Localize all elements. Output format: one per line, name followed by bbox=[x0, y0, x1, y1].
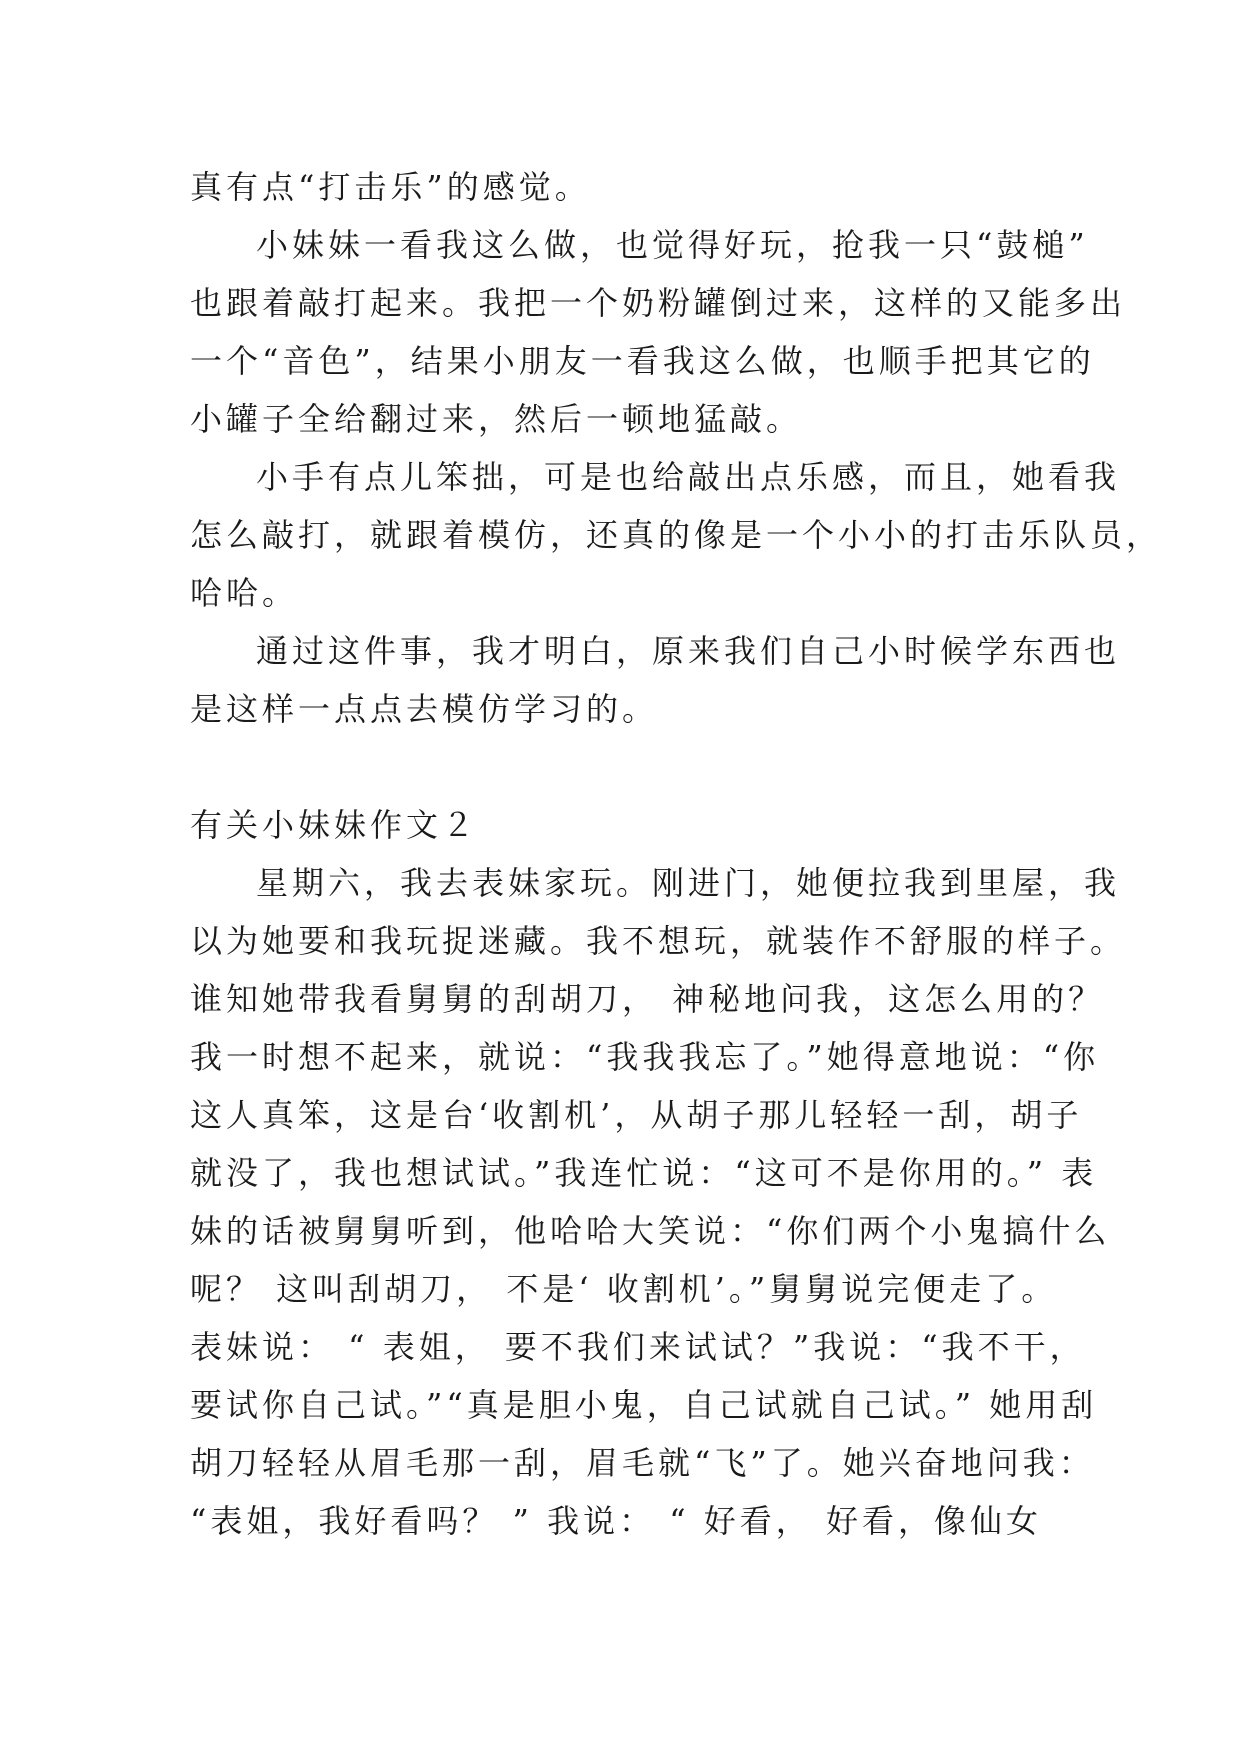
paragraph-line: 真有点“打击乐”的感觉。 bbox=[190, 168, 591, 206]
paragraph-line: 呢？ 这叫刮胡刀， 不是‘ 收割机’。”舅舅说完便走了。 bbox=[190, 1270, 1058, 1308]
paragraph-line: 通过这件事，我才明白，原来我们自己小时候学东西也 bbox=[256, 632, 1121, 670]
paragraph-line: 就没了，我也想试试。”我连忙说：“这可不是你用的。” 表 bbox=[190, 1154, 1098, 1192]
paragraph-line: 谁知她带我看舅舅的刮胡刀， 神秘地问我，这怎么用的？ bbox=[190, 980, 1105, 1018]
paragraph-line: 以为她要和我玩捉迷藏。我不想玩，就装作不舒服的样子。 bbox=[190, 922, 1127, 960]
paragraph-line: 要试你自己试。”“真是胆小鬼，自己试就自己试。” 她用刮 bbox=[190, 1386, 1098, 1424]
essay-text bbox=[190, 158, 1163, 1550]
section-gap bbox=[190, 738, 1070, 796]
paragraph-line: 怎么敲打，就跟着模仿，还真的像是一个小小的打击乐队员， bbox=[190, 516, 1163, 554]
paragraph-line: 妹的话被舅舅听到，他哈哈大笑说：“你们两个小鬼搞什么 bbox=[190, 1212, 1111, 1250]
paragraph-line: 哈哈。 bbox=[190, 574, 299, 612]
paragraph-line: 表妹说： “ 表姐， 要不我们来试试？”我说：“我不干， bbox=[190, 1328, 1086, 1366]
paragraph-line: 也跟着敲打起来。我把一个奶粉罐倒过来，这样的又能多出 bbox=[190, 284, 1127, 322]
paragraph-line: 小罐子全给翻过来，然后一顿地猛敲。 bbox=[190, 400, 803, 438]
paragraph-line: 一个“音色”，结果小朋友一看我这么做，也顺手把其它的 bbox=[190, 342, 1095, 380]
section-title: 有关小妹妹作文２ bbox=[190, 806, 479, 844]
paragraph-line: 胡刀轻轻从眉毛那一刮，眉毛就“飞”了。她兴奋地问我： bbox=[190, 1444, 1095, 1482]
paragraph-line: 星期六，我去表妹家玩。刚进门，她便拉我到里屋，我 bbox=[256, 864, 1121, 902]
paragraph-line: “表姐，我好看吗？ ” 我说： “ 好看， 好看，像仙女 bbox=[190, 1502, 1042, 1540]
paragraph-line: 我一时想不起来，就说：“我我我忘了。”她得意地说：“你 bbox=[190, 1038, 1100, 1076]
paragraph-line: 小手有点儿笨拙，可是也给敲出点乐感，而且，她看我 bbox=[256, 458, 1121, 496]
paragraph-line: 这人真笨，这是台‘收割机’，从胡子那儿轻轻一刮，胡子 bbox=[190, 1096, 1083, 1134]
paragraph-line: 小妹妹一看我这么做，也觉得好玩，抢我一只“鼓槌” bbox=[256, 226, 1089, 264]
paragraph-line: 是这样一点点去模仿学习的。 bbox=[190, 690, 659, 728]
